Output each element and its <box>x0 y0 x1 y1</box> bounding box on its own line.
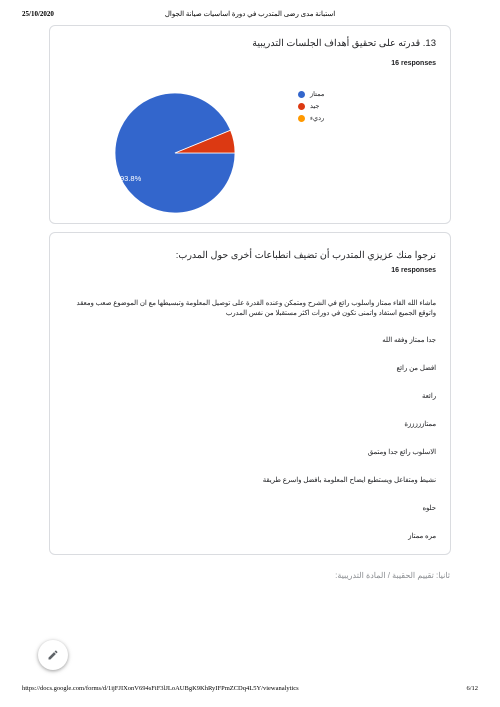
legend-item <box>298 112 324 124</box>
answer-item: رائعة <box>422 393 436 400</box>
answer-item: افضل من رائع <box>396 365 436 372</box>
edit-button[interactable] <box>38 640 68 670</box>
legend-dot <box>298 91 305 98</box>
legend-item <box>298 100 324 112</box>
answer-item: مره ممتاز <box>408 533 436 540</box>
legend-dot <box>298 115 305 122</box>
print-footer <box>22 685 478 695</box>
pie-chart <box>108 86 242 220</box>
question-title: نرجوا منك عزيزي المتدرب أن تضيف انطباعات أخرى حول المدرب: <box>175 250 436 261</box>
pie-data-label: 93.8% <box>120 174 142 183</box>
page-number: 6/12 <box>466 685 478 692</box>
chart-legend <box>298 88 324 124</box>
print-date: 25/10/2020 <box>22 10 54 18</box>
next-section-title: ثانيا: تقييم الحقيبة / المادة التدريبية: <box>335 571 450 580</box>
answer-item: ممتازززززة <box>404 421 436 428</box>
answer-item: حلوه <box>422 505 436 512</box>
question-card-feedback <box>49 232 451 555</box>
legend-label: ممتاز <box>310 91 325 98</box>
legend-label: رديء <box>310 115 325 122</box>
responses-count: 16 responses <box>391 60 436 67</box>
legend-item <box>298 88 324 100</box>
pencil-icon <box>47 649 59 661</box>
answer-item: الاسلوب رائع جدا ومتمق <box>367 449 436 456</box>
answer-item: ماشاء الله القاء ممتاز واسلوب رائع في الشرح ومتمكن وعنده القدرة على توصيل المعلومة وتبسيطها مع ان الموضوع صعب ومعقد واتوقع الجميع استفاد واتمنى تكون في دورات اكثر مستقبلا من نفس المدرب <box>76 300 436 317</box>
legend-dot <box>298 103 305 110</box>
question-card-13 <box>49 25 451 224</box>
print-title: استبانة مدى رضى المتدرب في دورة اساسيات صيانة الجوال <box>164 10 336 18</box>
legend-label: جيد <box>310 103 320 110</box>
page-url: https://docs.google.com/forms/d/1ijFJIXonV694sFiF3lJLoAUBgK9KhRyIFPmZCDq4L5Y/viewanalytics <box>22 685 299 692</box>
answer-item: جدا ممتاز وفقه الله <box>382 337 436 344</box>
responses-count: 16 responses <box>391 267 436 274</box>
answer-item: نشيط ومتفاعل ويستطيع ايضاح المعلومة بافضل واسرع طريقة <box>262 477 436 484</box>
question-title: 13. قدرته على تحقيق أهداف الجلسات التدريبية <box>252 38 436 49</box>
print-header <box>22 10 478 22</box>
answers-list <box>64 299 436 542</box>
